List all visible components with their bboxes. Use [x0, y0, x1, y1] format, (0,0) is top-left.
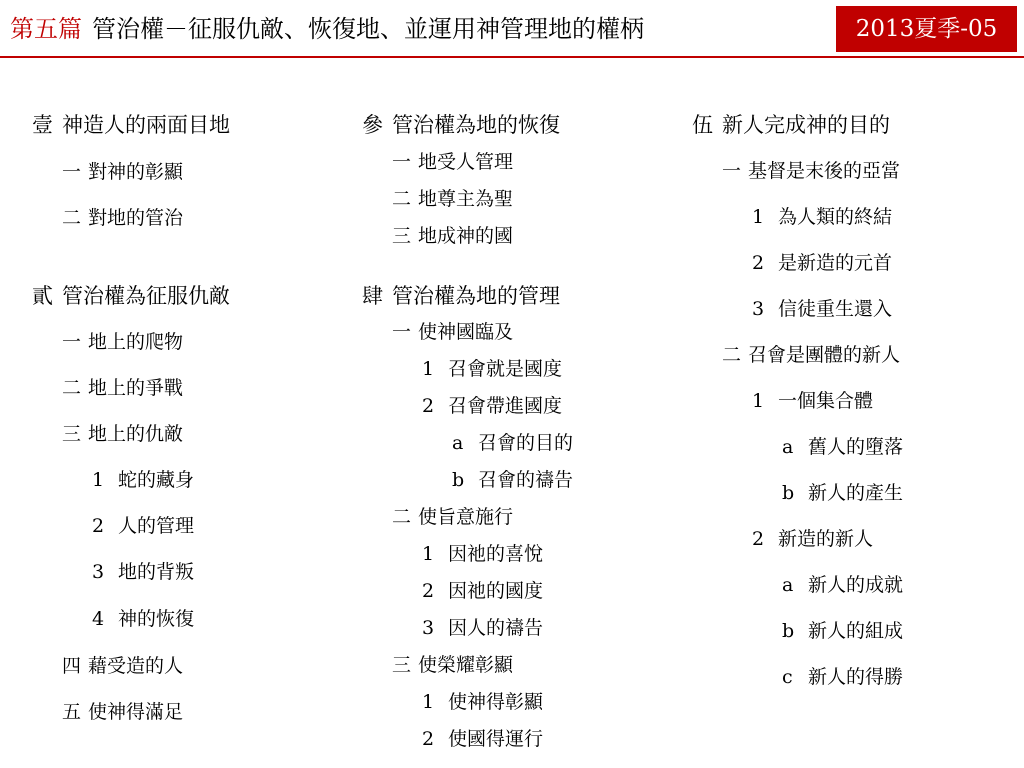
outline-item: [62, 330, 183, 354]
slide-header: [0, 0, 1024, 64]
outline-item: [392, 150, 513, 174]
outline-item-text: 舊人的墮落: [808, 436, 904, 458]
outline-item-text: 地受人管理: [418, 151, 514, 173]
session-badge: 2013夏季-05: [836, 6, 1017, 52]
outline-item-number: 3: [92, 561, 105, 583]
outline-item: [752, 389, 873, 413]
outline-item-number: c: [782, 666, 793, 688]
outline-item-number: 1: [422, 691, 435, 713]
outline-item: [782, 435, 903, 459]
outline-item-number: 4: [92, 608, 105, 630]
outline-item-number: 二: [62, 377, 82, 399]
outline-item: [452, 431, 573, 455]
outline-item-number: 肆: [362, 284, 383, 308]
outline-item: [392, 653, 513, 677]
outline-item-number: 一: [62, 161, 82, 183]
outline-item: [722, 343, 900, 367]
outline-item: [422, 579, 543, 603]
outline-section-heading: [692, 112, 890, 138]
outline-item-text: 藉受造的人: [88, 655, 184, 677]
outline-item-number: 2: [92, 515, 105, 537]
outline-section-heading: [32, 112, 230, 138]
outline-item-number: 一: [392, 321, 412, 343]
outline-item-number: 2: [752, 252, 765, 274]
outline-item-number: 2: [422, 580, 435, 602]
title-prefix: 第五篇: [10, 15, 82, 43]
outline-item-number: b: [452, 469, 465, 491]
outline-item-text: 使神得滿足: [88, 701, 184, 723]
outline-item-number: 伍: [692, 113, 713, 137]
outline-item: [62, 700, 183, 724]
outline-item-number: 1: [422, 358, 435, 380]
outline-item-text: 是新造的元首: [778, 252, 893, 274]
outline-item: [782, 619, 903, 643]
outline-item-number: 1: [422, 543, 435, 565]
outline-item: [92, 560, 194, 584]
outline-item: [422, 357, 562, 381]
outline-item-text: 基督是末後的亞當: [748, 160, 901, 182]
outline-item-number: 貳: [32, 284, 53, 308]
outline-item-number: 壹: [32, 113, 53, 137]
outline-item-number: 2: [752, 528, 765, 550]
outline-item-text: 召會是團體的新人: [748, 344, 901, 366]
outline-item-number: 三: [392, 654, 412, 676]
outline-item-text: 地上的爭戰: [88, 377, 184, 399]
outline-item: [452, 468, 573, 492]
outline-item: [782, 573, 903, 597]
outline-item: [62, 206, 183, 230]
slide-title: [10, 13, 644, 45]
outline-item-text: 使榮耀彰顯: [418, 654, 514, 676]
outline-item-text: 信徒重生還入: [778, 298, 893, 320]
outline-item-number: 參: [362, 113, 383, 137]
outline-item-number: 三: [62, 423, 82, 445]
outline-item: [392, 320, 513, 344]
outline-item-number: 二: [62, 207, 82, 229]
outline-item-number: 2: [422, 395, 435, 417]
outline-item-number: a: [452, 432, 464, 454]
outline-item-text: 使神得彰顯: [448, 691, 544, 713]
outline-item-text: 管治權為征服仇敵: [62, 284, 230, 308]
outline-item-text: 因人的禱告: [448, 617, 544, 639]
outline-item: [752, 205, 892, 229]
outline-item: [392, 224, 513, 248]
outline-item-text: 地尊主為聖: [418, 188, 514, 210]
outline-item-text: 新人的組成: [808, 620, 904, 642]
outline-item-number: b: [782, 482, 795, 504]
outline-item: [92, 514, 194, 538]
outline-item-text: 召會就是國度: [448, 358, 563, 380]
outline-item-text: 召會帶進國度: [448, 395, 563, 417]
outline-item: [422, 690, 543, 714]
outline-item-text: 為人類的終結: [778, 206, 893, 228]
outline-item-text: 使旨意施行: [418, 506, 514, 528]
outline-section-heading: [32, 283, 230, 309]
outline-item-text: 因祂的喜悅: [448, 543, 544, 565]
outline-item-text: 新造的新人: [778, 528, 874, 550]
outline-item: [422, 616, 543, 640]
outline-item: [422, 394, 562, 418]
outline-item-text: 地上的爬物: [88, 331, 184, 353]
outline-item-number: 1: [752, 390, 765, 412]
outline-item-number: 二: [392, 188, 412, 210]
outline-item-text: 管治權為地的恢復: [392, 113, 560, 137]
outline-item-number: a: [782, 436, 794, 458]
outline-item-text: 對神的彰顯: [88, 161, 184, 183]
outline-item: [62, 654, 183, 678]
outline-item-text: 使神國臨及: [418, 321, 514, 343]
outline-item-number: 2: [422, 728, 435, 750]
outline-item-number: 一: [722, 160, 742, 182]
title-main: 管治權－征服仇敵、恢復地、並運用神管理地的權柄: [92, 15, 644, 43]
outline-item-text: 地的背叛: [118, 561, 195, 583]
outline-item-text: 使國得運行: [448, 728, 544, 750]
outline-item-text: 地成神的國: [418, 225, 514, 247]
outline-item-number: 二: [392, 506, 412, 528]
outline-item-number: 二: [722, 344, 742, 366]
outline-item: [62, 160, 183, 184]
outline-item-text: 召會的禱告: [478, 469, 574, 491]
outline-item-number: b: [782, 620, 795, 642]
outline-item: [752, 251, 892, 275]
outline-item-text: 神的恢復: [118, 608, 195, 630]
outline-item: [722, 159, 900, 183]
outline-item: [392, 505, 513, 529]
outline-item-number: 3: [752, 298, 765, 320]
outline-item-text: 人的管理: [118, 515, 195, 537]
outline-item-number: 1: [92, 469, 105, 491]
outline-section-heading: [362, 112, 560, 138]
outline-item-number: 一: [392, 151, 412, 173]
outline-item: [92, 607, 194, 631]
outline-item-text: 新人的成就: [808, 574, 904, 596]
outline-item: [422, 727, 543, 751]
outline-item-text: 因祂的國度: [448, 580, 544, 602]
outline-item-text: 一個集合體: [778, 390, 874, 412]
outline-item-text: 管治權為地的管理: [392, 284, 560, 308]
outline-item-number: 四: [62, 655, 82, 677]
outline-item-text: 神造人的兩面目地: [62, 113, 230, 137]
outline-item: [422, 542, 543, 566]
outline-section-heading: [362, 283, 560, 309]
outline-item: [782, 665, 903, 689]
outline-item-number: 一: [62, 331, 82, 353]
header-rule: [0, 56, 1024, 58]
outline-item-number: 三: [392, 225, 412, 247]
outline-item: [392, 187, 513, 211]
outline-item: [62, 422, 183, 446]
outline-item-text: 對地的管治: [88, 207, 184, 229]
outline-item: [62, 376, 183, 400]
outline-item-text: 新人完成神的目的: [722, 113, 890, 137]
outline-item: [752, 527, 873, 551]
outline-item-text: 召會的目的: [478, 432, 574, 454]
outline-item-number: 3: [422, 617, 435, 639]
outline-item-text: 地上的仇敵: [88, 423, 184, 445]
outline-item-text: 蛇的藏身: [118, 469, 195, 491]
outline-item-number: a: [782, 574, 794, 596]
outline-item: [782, 481, 903, 505]
outline-item-text: 新人的產生: [808, 482, 904, 504]
outline-item-text: 新人的得勝: [808, 666, 904, 688]
outline-item: [752, 297, 892, 321]
outline-item: [92, 468, 194, 492]
outline-item-number: 五: [62, 701, 82, 723]
outline-item-number: 1: [752, 206, 765, 228]
